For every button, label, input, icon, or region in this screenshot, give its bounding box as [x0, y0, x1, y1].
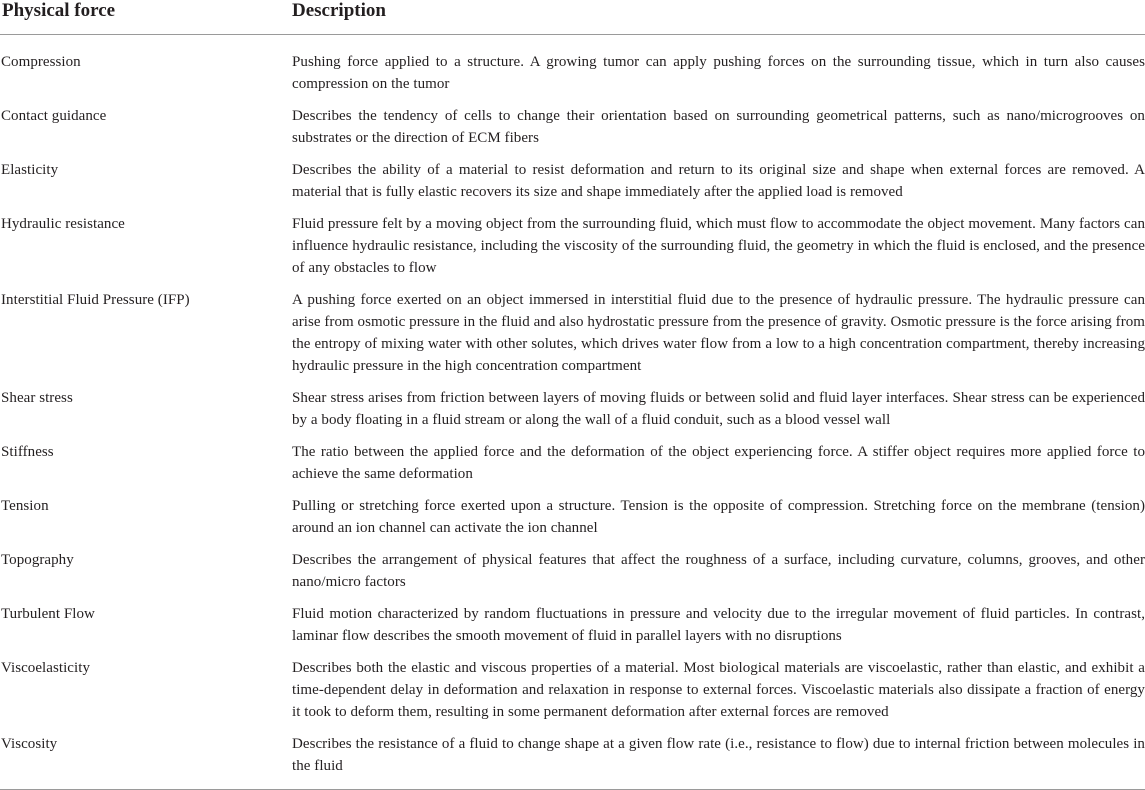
force-description: Fluid pressure felt by a moving object from the surrounding fluid, which must flow to accommodate the object movement. Many factors can influence hydraulic resistance, including the viscosity of the surrounding fluid, the geometry in which the fluid is enclosed, and the presence of any obstacles to flow — [292, 216, 1145, 276]
force-description: Describes the ability of a material to resist deformation and return to its original size and shape when external forces are removed. A material that is fully elastic recovers its size and shape immediately after the applied load is removed — [292, 162, 1145, 200]
force-description: A pushing force exerted on an object immersed in interstitial fluid due to the presence of hydraulic pressure. The hydraulic pressure can arise from osmotic pressure in the fluid and also hydrostatic pressure from the presence of gravity. Osmotic pressure is the force arising from the entropy of mixing water with other solutes, which drives water flow from a low to a high concentration compartment, thereby increasing hydraulic pressure in the high concentration compartment — [292, 292, 1145, 374]
table-row — [0, 210, 1145, 286]
force-description: Describes the arrangement of physical features that affect the roughness of a surface, including curvature, columns, grooves, and other nano/micro factors — [292, 552, 1145, 590]
force-description: Describes the tendency of cells to change their orientation based on surrounding geometrical patterns, such as nano/microgrooves on substrates or the direction of ECM fibers — [292, 108, 1145, 146]
header-physical-force: Physical force — [0, 0, 292, 35]
force-name: Stiffness — [1, 444, 54, 460]
force-description: Shear stress arises from friction between layers of moving fluids or between solid and fluid layer interfaces. Shear stress can be experienced by a body floating in a fluid stream or along the wall of a fluid conduit, such as a blood vessel wall — [292, 390, 1145, 428]
force-description: Pushing force applied to a structure. A growing tumor can apply pushing forces on the surrounding tissue, which in turn also causes compression on the tumor — [292, 54, 1145, 92]
table-row — [0, 600, 1145, 654]
force-name: Elasticity — [1, 162, 59, 178]
force-name: Shear stress — [1, 390, 73, 406]
table-row — [0, 156, 1145, 210]
force-name: Topography — [1, 552, 74, 568]
table-row — [0, 654, 1145, 730]
force-name: Tension — [1, 498, 49, 514]
table-row — [0, 102, 1145, 156]
header-description: Description — [292, 0, 1145, 35]
table-row — [0, 730, 1145, 790]
table-row — [0, 35, 1145, 103]
table-row — [0, 438, 1145, 492]
force-name: Turbulent Flow — [1, 606, 95, 622]
force-description: Fluid motion characterized by random fluctuations in pressure and velocity due to the irregular movement of fluid particles. In contrast, laminar flow describes the smooth movement of fluid in parallel layers with no disruptions — [292, 606, 1145, 644]
table-row — [0, 384, 1145, 438]
table-row — [0, 286, 1145, 384]
force-name: Viscosity — [0, 730, 292, 790]
table-row — [0, 546, 1145, 600]
force-name: Viscoelasticity — [1, 660, 90, 676]
force-description: Describes the resistance of a fluid to change shape at a given flow rate (i.e., resistance to flow) due to internal friction between molecules in the fluid — [292, 730, 1145, 790]
force-description: Describes both the elastic and viscous properties of a material. Most biological materials are viscoelastic, rather than elastic, and exhibit a time-dependent delay in deformation and relaxation in response to external forces. Viscoelastic materials also dissipate a fraction of energy it took to deform them, resulting in some permanent deformation after external forces are removed — [292, 660, 1145, 720]
table-header — [0, 0, 1145, 35]
force-description: The ratio between the applied force and the deformation of the object experiencing force. A stiffer object requires more applied force to achieve the same deformation — [292, 444, 1145, 482]
force-description: Pulling or stretching force exerted upon a structure. Tension is the opposite of compression. Stretching force on the membrane (tension) around an ion channel can activate the ion channel — [292, 498, 1145, 536]
force-name: Compression — [1, 54, 81, 70]
force-name: Hydraulic resistance — [1, 216, 125, 232]
force-name: Interstitial Fluid Pressure (IFP) — [1, 292, 190, 308]
force-name: Contact guidance — [1, 108, 107, 124]
table-body — [0, 35, 1145, 790]
table-row — [0, 492, 1145, 546]
header-row — [0, 0, 1145, 35]
